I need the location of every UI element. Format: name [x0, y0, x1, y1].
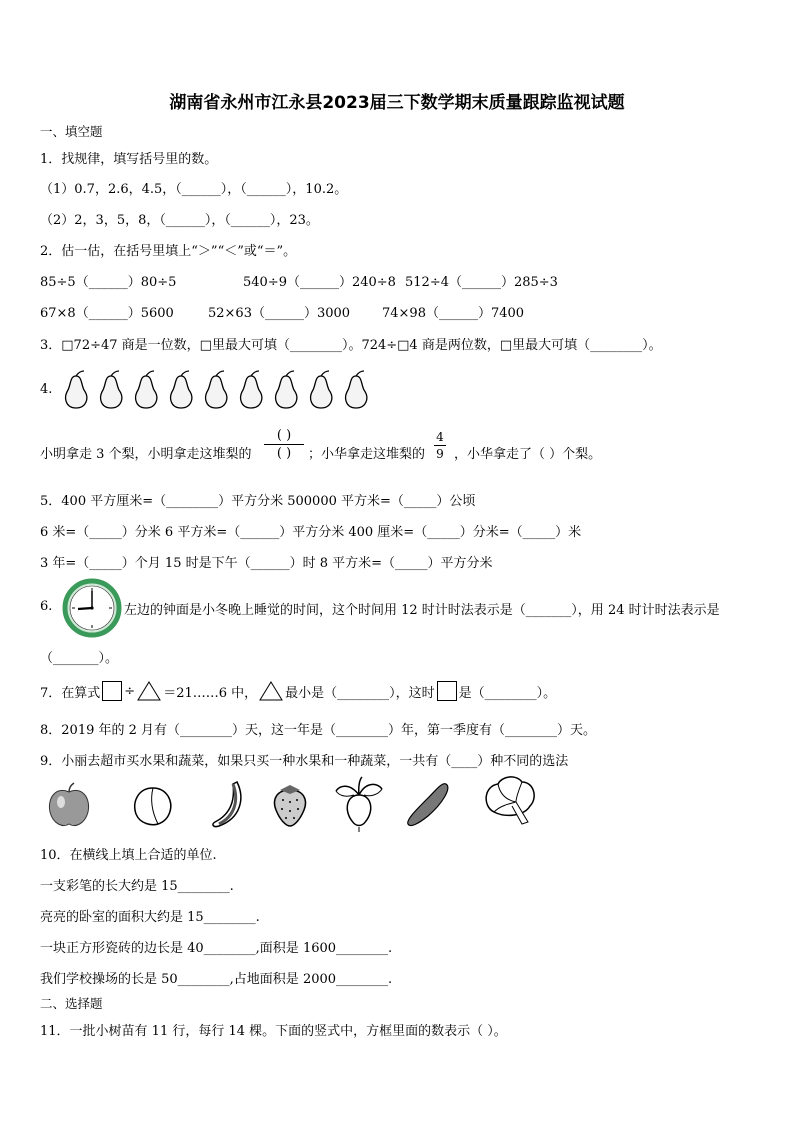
q9-text: 9．小丽去超市买水果和蔬菜，如果只买一种水果和一种蔬菜，一共有（____）种不同的选法 — [40, 754, 569, 769]
banana-icon — [205, 778, 250, 830]
q7-line: 7．在算式 ÷ ＝21……6 中， 最小是（________），这时 是（________）。 — [40, 681, 556, 701]
q4-number: 4. — [40, 382, 53, 397]
q10-line4: 我们学校操场的长是 50________,占地面积是 2000________. — [40, 972, 393, 987]
q6-text: 左边的钟面是小冬晚上睡觉的时间，这个时间用 12 时计时法表示是（_______），用 24 时计时法表示是 — [124, 603, 720, 618]
q4-text-b: ；小华拿走这堆梨的 — [308, 447, 426, 462]
triangle-symbol — [137, 681, 161, 701]
page-title: 湖南省永州市江永县2023届三下数学期末质量跟踪监视试题 — [169, 93, 625, 113]
clock-icon — [62, 578, 122, 638]
q10-stem: 10．在横线上填上合适的单位. — [40, 848, 217, 863]
q5-line3: 3 年=（_____）个月 15 时是下午（______）时 8 平方米=（_____）平方分米 — [40, 556, 493, 571]
cabbage-icon — [476, 772, 542, 830]
q10-line1: 一支彩笔的长大约是 15________. — [40, 879, 234, 894]
section-heading-fill: 一、填空题 — [40, 124, 103, 139]
triangle-symbol — [259, 681, 283, 701]
q8-text: 8．2019 年的 2 月有（________）天，这一年是（________）年，第一季度有（________）天。 — [40, 723, 597, 738]
pear-icon — [311, 371, 332, 408]
square-symbol — [102, 681, 122, 701]
pear-icon — [171, 371, 192, 408]
strawberry-icon — [268, 780, 312, 830]
q1-line1: （1）0.7，2.6，4.5，（______），（______），10.2。 — [40, 182, 348, 197]
q2-r2c2: 52×63（______）3000 — [208, 306, 351, 321]
q2-stem: 2．估一估，在括号里填上“＞”“＜”或“＝”。 — [40, 244, 297, 259]
peach-icon — [128, 780, 178, 830]
pear-icon — [66, 371, 87, 408]
q6-number: 6. — [40, 599, 53, 614]
apple-icon — [44, 780, 94, 830]
q2-r1c2: 540÷9（______）240÷8 — [243, 275, 396, 290]
q10-line2: 亮亮的卧室的面积大约是 15________. — [40, 910, 260, 925]
q4-text-c: ，小华拿走了（ ）个梨。 — [454, 447, 602, 462]
q5-line2: 6 米=（_____）分米 6 平方米=（______）平方分米 400 厘米=（_____）分米=（_____）米 — [40, 525, 582, 540]
pear-icon — [241, 371, 262, 408]
q10-line3: 一块正方形瓷砖的边长是 40________,面积是 1600________. — [40, 941, 393, 956]
pear-icon — [346, 371, 367, 408]
q2-r2c3: 74×98（______）7400 — [382, 306, 525, 321]
radish-icon — [330, 775, 388, 833]
q5-line1: 5．400 平方厘米=（________）平方分米 500000 平方米=（_____）公顷 — [40, 494, 476, 509]
cucumber-icon — [402, 778, 454, 830]
q4-fraction-4-9: 4 9 — [434, 430, 446, 461]
q11-text: 11．一批小树苗有 11 行，每行 14 棵。下面的竖式中，方框里面的数表示（ ）。 — [40, 1024, 507, 1039]
pear-icon — [206, 371, 227, 408]
section-heading-choice: 二、选择题 — [40, 996, 103, 1011]
q2-r1c3: 512÷4（______）285÷3 — [405, 275, 558, 290]
pear-icon — [136, 371, 157, 408]
square-symbol — [437, 681, 457, 701]
pear-icon — [101, 371, 122, 408]
pear-icon — [276, 371, 297, 408]
pears-illustration — [60, 370, 380, 410]
q2-r2c1: 67×8（______）5600 — [40, 306, 174, 321]
q1-line2: （2）2，3，5，8，（______），（______），23。 — [40, 213, 319, 228]
q6-text2: （_______）。 — [40, 651, 119, 666]
q2-r1c1: 85÷5（______）80÷5 — [40, 275, 177, 290]
q3-text: 3．□72÷47 商是一位数，□里最大可填（________）。724÷□4 商是两位数，□里最大可填（________）。 — [40, 338, 662, 353]
q1-stem: 1．找规律，填写括号里的数。 — [40, 152, 218, 167]
q4-text-a: 小明拿走 3 个梨，小明拿走这堆梨的 — [40, 447, 252, 462]
q4-blank-fraction: ( ) ( ) — [264, 428, 304, 461]
